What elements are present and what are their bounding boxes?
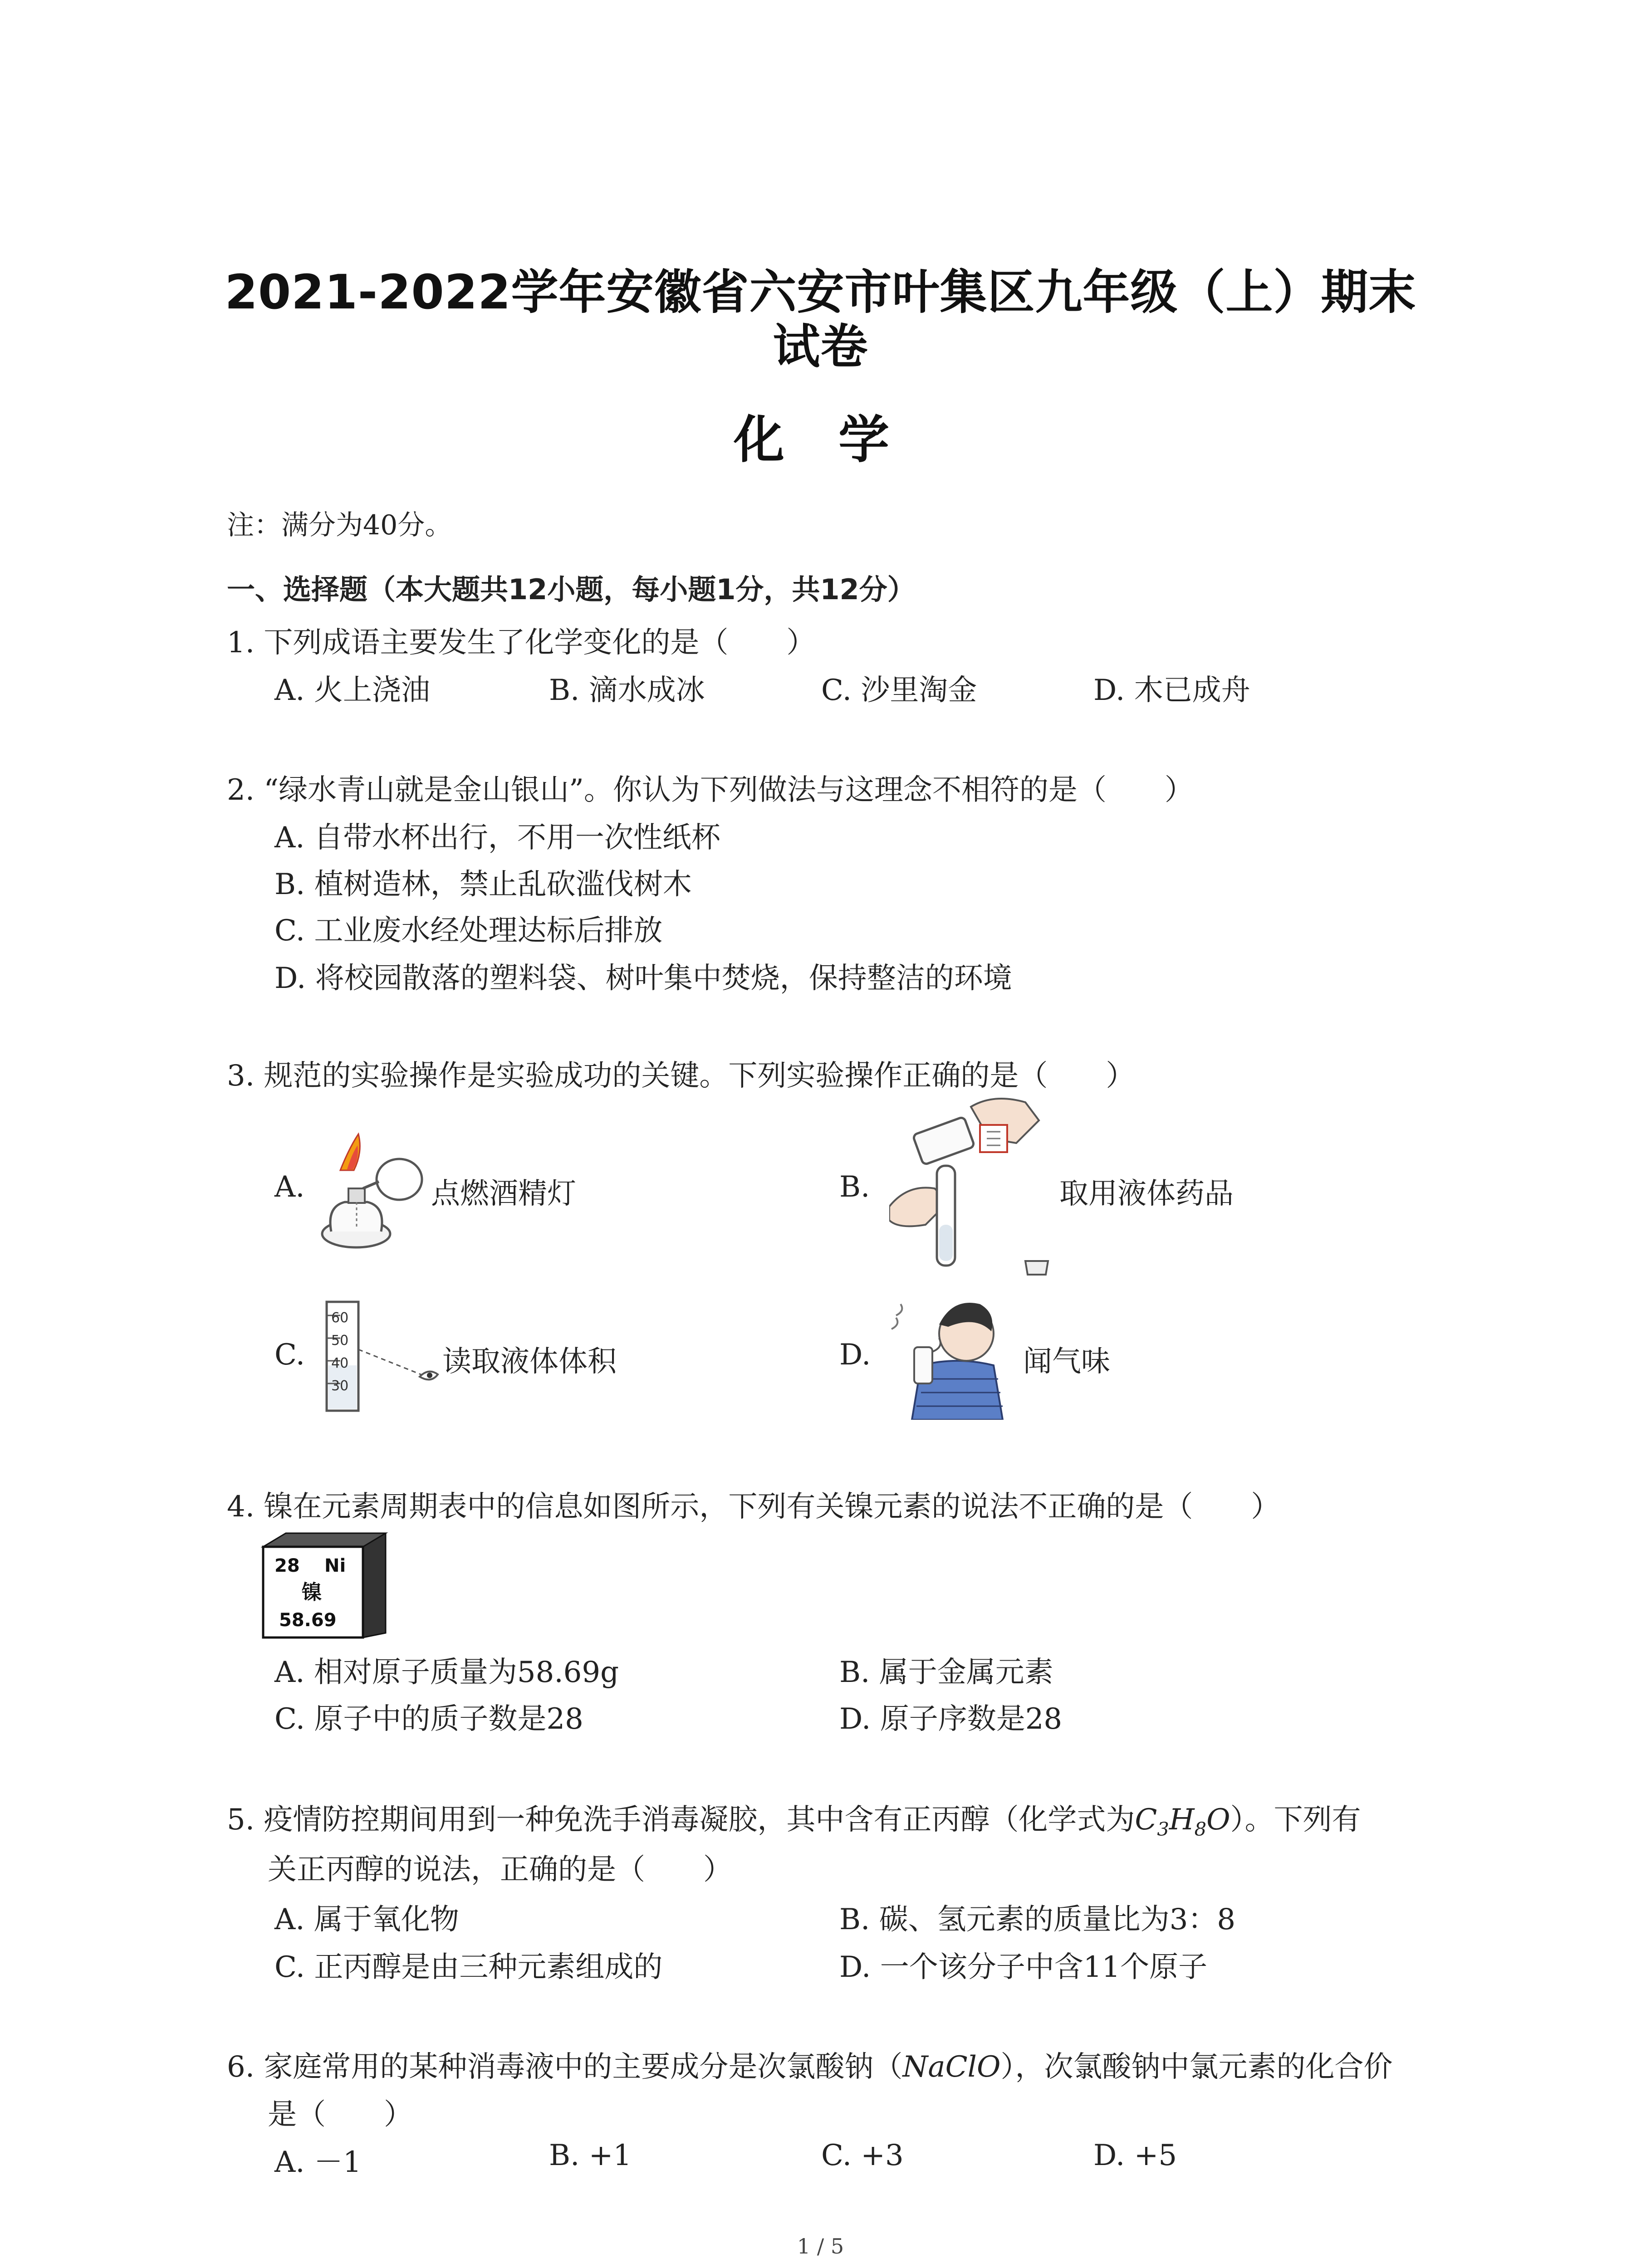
question-4-option-a: A. 相对原子质量为58.69g <box>274 1656 619 1689</box>
page-number: 1 / 5 <box>797 2234 844 2258</box>
question-5-stem-line2: 关正丙醇的说法，正确的是（ ） <box>268 1853 732 1887</box>
cylinder-tick-60: 60 <box>331 1310 349 1326</box>
question-5-stem-post: ）。下列有 <box>1230 1803 1361 1837</box>
paper-title-line2: 试卷 <box>773 319 868 374</box>
question-5-option-c: C. 正丙醇是由三种元素组成的 <box>274 1950 663 1984</box>
question-3-option-d-letter: D. <box>839 1338 871 1372</box>
element-atomic-number: 28 <box>274 1555 300 1576</box>
question-6-option-c: C. +3 <box>821 2139 904 2172</box>
question-3-option-d-label: 闻气味 <box>1023 1345 1110 1378</box>
question-5-option-d: D. 一个该分子中含11个原子 <box>839 1950 1208 1984</box>
graduated-cylinder-figure <box>318 1297 445 1415</box>
question-3-option-b-letter: B. <box>839 1170 870 1204</box>
question-2-option-b: B. 植树造林，禁止乱砍滥伐树木 <box>274 868 692 901</box>
question-2-option-d: D. 将校园散落的塑料袋、树叶集中焚烧，保持整洁的环境 <box>274 962 1012 995</box>
question-4-option-c: C. 原子中的质子数是28 <box>274 1702 583 1736</box>
question-6-stem-line1 <box>227 2043 1392 2085</box>
section-heading-1: 一、选择题（本大题共12小题，每小题1分，共12分） <box>227 573 916 606</box>
question-2-option-a: A. 自带水杯出行，不用一次性纸杯 <box>274 821 720 855</box>
question-4-option-d: D. 原子序数是28 <box>839 1702 1063 1736</box>
question-4-option-b: B. 属于金属元素 <box>839 1656 1053 1689</box>
question-6-option-d: D. +5 <box>1093 2139 1177 2172</box>
question-6-stem-line2: 是（ ） <box>268 2098 413 2131</box>
cylinder-tick-40: 40 <box>331 1355 349 1371</box>
question-2-option-c: C. 工业废水经处理达标后排放 <box>274 914 663 948</box>
score-note: 注：满分为40分。 <box>227 509 452 541</box>
question-6-stem-post: ），次氯酸钠中氯元素的化合价 <box>1000 2050 1393 2084</box>
question-5-stem-pre: 5. 疫情防控期间用到一种免洗手消毒凝胶，其中含有正丙醇（化学式为 <box>227 1803 1135 1837</box>
question-2-stem: 2. “绿水青山就是金山银山”。你认为下列做法与这理念不相符的是（ ） <box>227 773 1194 807</box>
propanol-formula: $C_3H_8O$ <box>1135 1803 1230 1840</box>
question-5-option-a: A. 属于氧化物 <box>274 1903 459 1936</box>
question-1-option-d: D. 木已成舟 <box>1093 674 1250 707</box>
question-3-option-b-label: 取用液体药品 <box>1059 1177 1234 1211</box>
question-6-stem-pre: 6. 家庭常用的某种消毒液中的主要成分是次氯酸钠（ <box>227 2050 903 2084</box>
element-name: 镍 <box>302 1581 322 1604</box>
question-1-option-a: A. 火上浇油 <box>274 674 430 707</box>
question-3-option-a-letter: A. <box>274 1170 305 1204</box>
nickel-element-card <box>259 1529 390 1642</box>
question-5-option-b: B. 碳、氢元素的质量比为3：8 <box>839 1903 1236 1936</box>
alcohol-lamp-figure <box>313 1129 431 1256</box>
question-4-stem: 4. 镍在元素周期表中的信息如图所示，下列有关镍元素的说法不正确的是（ ） <box>227 1490 1280 1524</box>
question-1-option-c: C. 沙里淘金 <box>821 674 977 707</box>
pour-liquid-figure <box>889 1093 1062 1284</box>
question-1-stem: 1. 下列成语主要发生了化学变化的是（ ） <box>227 626 816 660</box>
question-5-stem-line1 <box>227 1796 1361 1840</box>
sodium-hypochlorite-formula: NaClO <box>902 2050 1001 2084</box>
question-6-option-a: A. －1 <box>274 2146 362 2179</box>
paper-title-line1: 2021-2022学年安徽省六安市叶集区九年级（上）期末 <box>225 264 1416 320</box>
question-3-option-a-label: 点燃酒精灯 <box>431 1177 576 1211</box>
question-3-stem: 3. 规范的实验操作是实验成功的关键。下列实验操作正确的是（ ） <box>227 1059 1135 1093</box>
question-3-option-c-letter: C. <box>274 1338 305 1372</box>
element-symbol: Ni <box>324 1555 346 1576</box>
subject-title: 化 学 <box>734 411 907 469</box>
question-1-option-b: B. 滴水成冰 <box>549 674 705 707</box>
cylinder-tick-30: 30 <box>331 1378 349 1394</box>
cylinder-tick-50: 50 <box>331 1333 349 1349</box>
element-atomic-mass: 58.69 <box>279 1610 337 1631</box>
smelling-gas-figure <box>889 1288 1025 1420</box>
question-6-option-b: B. +1 <box>549 2139 632 2172</box>
question-3-option-c-label: 读取液体体积 <box>442 1345 617 1378</box>
